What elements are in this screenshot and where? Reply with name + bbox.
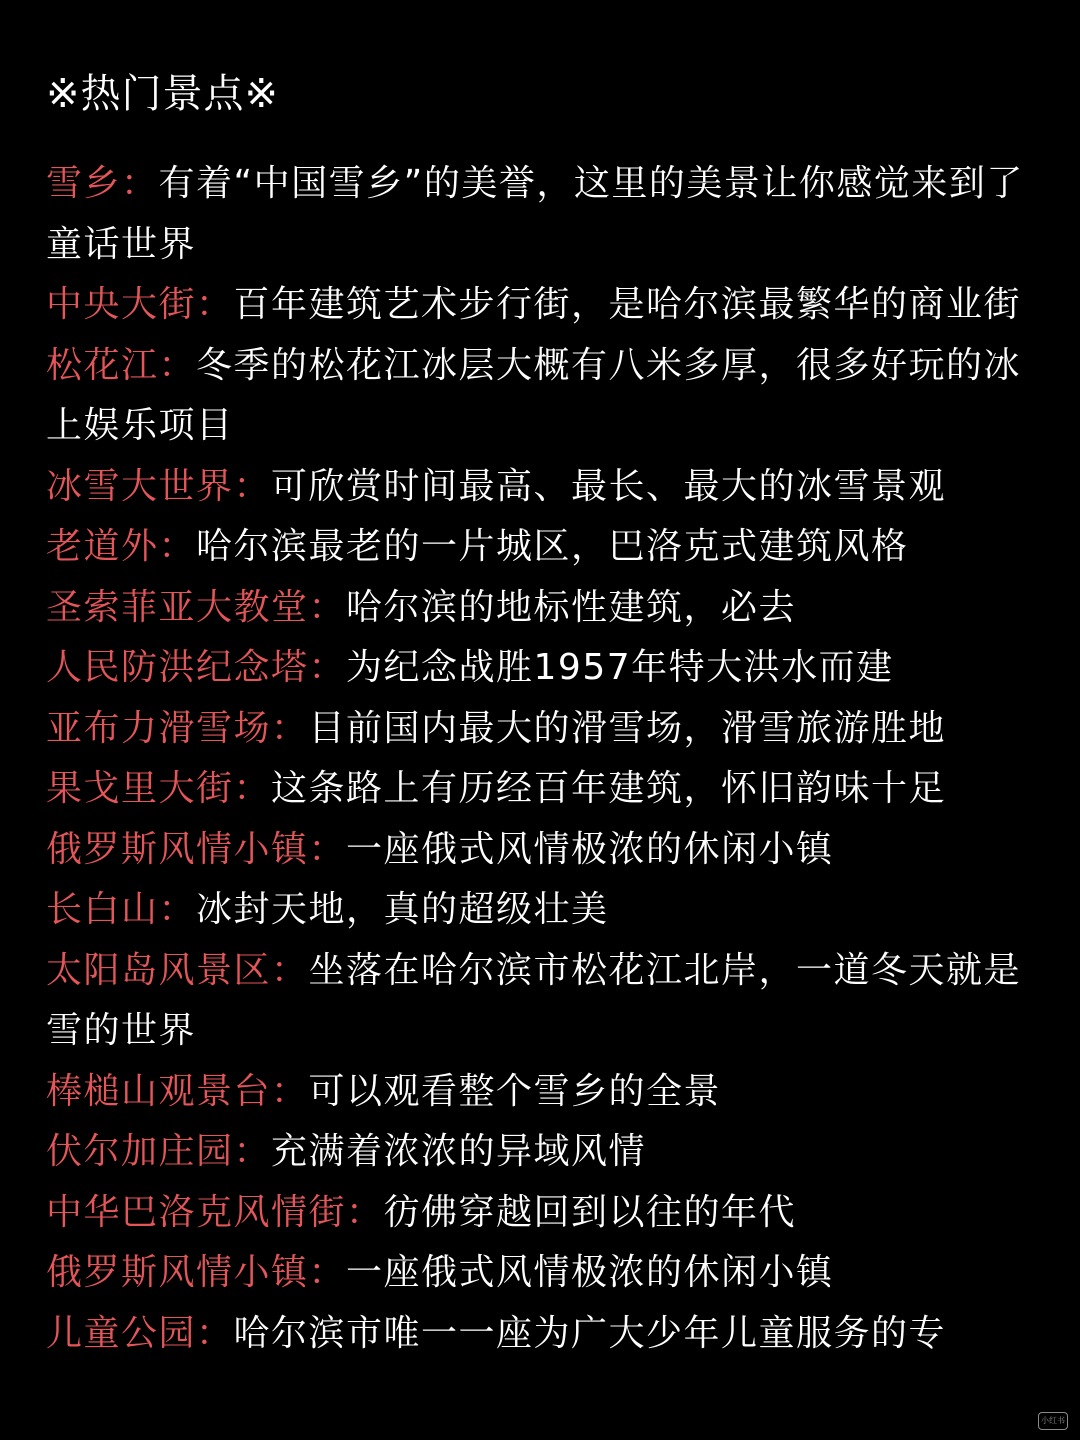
separator: ：: [308, 1252, 347, 1293]
list-item: [46, 820, 1036, 881]
separator: ：: [233, 465, 272, 507]
separator: ：: [196, 284, 234, 325]
attraction-description: 可以观看整个雪乡的全景: [308, 1070, 722, 1112]
attraction-description: 为纪念战胜1957年特大洪水而建: [346, 647, 894, 688]
list-item: [46, 457, 1036, 518]
list-item: [46, 1183, 1036, 1244]
list-item: [46, 1062, 1036, 1123]
attraction-description: 冬季的松花江冰层大概有八米多厚，很多好玩的冰上娱乐项目: [46, 344, 1022, 446]
attraction-name: 老道外: [46, 526, 159, 567]
separator: ：: [196, 1312, 234, 1354]
separator: ：: [158, 889, 197, 930]
attraction-description: 百年建筑艺术步行街，是哈尔滨最繁华的商业街: [233, 284, 1022, 325]
attraction-name: 伏尔加庄园: [46, 1131, 234, 1172]
list-item: [46, 699, 1036, 760]
attraction-name: 人民防洪纪念塔: [46, 647, 309, 688]
separator: ：: [233, 768, 272, 809]
separator: ：: [271, 1070, 309, 1112]
attraction-description: 充满着浓浓的异域风情: [271, 1131, 647, 1172]
attraction-name: 松花江: [46, 344, 159, 386]
attraction-name: 雪乡: [46, 163, 122, 204]
attraction-description: 这条路上有历经百年建筑，怀旧韵味十足: [271, 768, 947, 809]
attraction-description: 一座俄式风情极浓的休闲小镇: [346, 1252, 834, 1293]
attraction-description: 一座俄式风情极浓的休闲小镇: [346, 828, 834, 870]
attraction-name: 儿童公园: [46, 1312, 197, 1354]
attraction-name: 长白山: [46, 889, 159, 930]
attraction-name: 俄罗斯风情小镇: [46, 828, 309, 870]
list-item: [46, 275, 1036, 336]
attraction-name: 果戈里大街: [46, 768, 234, 809]
separator: ：: [271, 707, 309, 749]
separator: ：: [308, 586, 347, 628]
attraction-description: 哈尔滨的地标性建筑，必去: [346, 586, 797, 628]
attraction-name: 棒槌山观景台: [46, 1070, 272, 1112]
list-item: [46, 941, 1036, 1062]
list-item: [46, 638, 1036, 699]
list-item: [46, 336, 1036, 457]
attraction-name: 亚布力滑雪场: [46, 707, 272, 749]
list-item: [46, 880, 1036, 941]
attraction-name: 冰雪大世界: [46, 465, 234, 507]
separator: ：: [158, 344, 197, 386]
separator: ：: [346, 1191, 384, 1233]
attraction-description: 冰封天地，真的超级壮美: [196, 889, 609, 930]
list-item: [46, 1243, 1036, 1304]
attraction-description: 坐落在哈尔滨市松花江北岸，一道冬天就是雪的世界: [46, 949, 1022, 1051]
separator: ：: [271, 949, 309, 991]
page-title: ※热门景点※: [46, 71, 280, 117]
attraction-name: 中央大街: [46, 284, 197, 325]
separator: ：: [233, 1131, 272, 1172]
attraction-description: 彷佛穿越回到以往的年代: [383, 1191, 797, 1233]
list-item: [46, 154, 1036, 275]
attraction-description: 有着“中国雪乡”的美誉，这里的美景让你感觉来到了童话世界: [46, 163, 1024, 265]
attraction-description: 可欣赏时间最高、最长、最大的冰雪景观: [271, 465, 947, 507]
attractions-page: [46, 64, 1036, 1364]
list-item: [46, 517, 1036, 578]
attraction-name: 圣索菲亚大教堂: [46, 586, 309, 628]
watermark-logo: 小红书: [1038, 1412, 1068, 1430]
separator: ：: [308, 828, 347, 870]
list-item: [46, 1304, 1036, 1365]
separator: ：: [158, 526, 197, 567]
attraction-name: 中华巴洛克风情街: [46, 1191, 347, 1233]
attraction-description: 目前国内最大的滑雪场，滑雪旅游胜地: [308, 707, 947, 749]
list-item: [46, 759, 1036, 820]
separator: ：: [308, 647, 347, 688]
attraction-name: 太阳岛风景区: [46, 949, 272, 991]
attraction-description: 哈尔滨市唯一一座为广大少年儿童服务的专: [233, 1312, 947, 1354]
separator: ：: [121, 163, 159, 204]
list-item: [46, 1122, 1036, 1183]
attraction-description: 哈尔滨最老的一片城区，巴洛克式建筑风格: [196, 526, 909, 567]
list-item: [46, 578, 1036, 639]
attraction-name: 俄罗斯风情小镇: [46, 1252, 309, 1293]
